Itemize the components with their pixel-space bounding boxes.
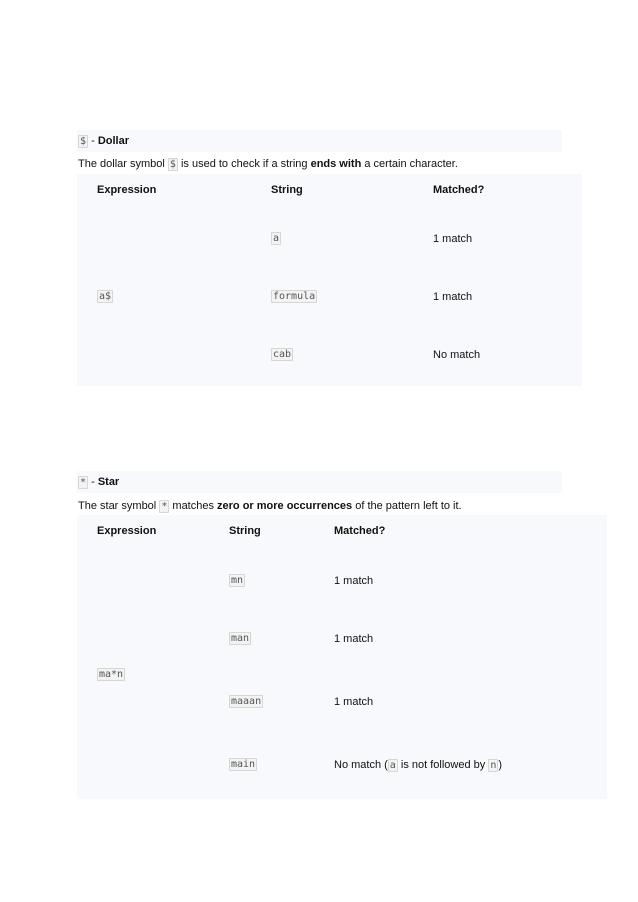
dollar-desc-text-3: a certain character. xyxy=(361,158,458,170)
dollar-col-string: String xyxy=(271,184,303,196)
dollar-desc-bold: ends with xyxy=(310,158,362,170)
dollar-desc-symbol: $ xyxy=(169,159,176,170)
star-row-1-string: mn xyxy=(231,575,244,586)
dollar-description xyxy=(78,158,458,170)
table-row xyxy=(229,758,257,770)
dollar-heading-title: Dollar xyxy=(97,135,129,147)
star-description xyxy=(78,500,462,512)
dollar-row-3-string: cab xyxy=(273,349,292,360)
star-row-4-matched-text-3: ) xyxy=(498,759,503,771)
dollar-col-matched: Matched? xyxy=(433,184,485,196)
dollar-row-1-string: a xyxy=(273,233,280,244)
star-heading xyxy=(78,476,119,488)
star-heading-title: Star xyxy=(97,476,120,488)
star-desc-symbol: * xyxy=(161,501,168,512)
star-heading-sep: - xyxy=(88,476,98,488)
dollar-heading-sep: - xyxy=(88,135,98,147)
star-row-3-string: maaan xyxy=(231,696,262,707)
star-col-matched: Matched? xyxy=(334,525,386,537)
star-desc-text-3: of the pattern left to it. xyxy=(352,500,462,512)
star-desc-text-2: matches xyxy=(169,500,218,512)
table-row xyxy=(229,695,263,707)
star-row-4-string: main xyxy=(231,759,256,770)
star-col-string: String xyxy=(229,525,261,537)
table-row xyxy=(271,232,281,244)
star-row-4-matched-code-2: n xyxy=(490,760,497,771)
star-expression: ma*n xyxy=(99,669,124,680)
star-row-1-matched: 1 match xyxy=(334,575,374,587)
dollar-desc-text-1: The dollar symbol xyxy=(78,158,168,170)
star-row-2-string: man xyxy=(231,633,250,644)
table-row xyxy=(229,574,245,586)
dollar-desc-text-2: is used to check if a string xyxy=(177,158,311,170)
star-row-3-matched: 1 match xyxy=(334,696,374,708)
dollar-expression-cell xyxy=(97,290,113,302)
star-desc-text-1: The star symbol xyxy=(78,500,160,512)
dollar-col-expression: Expression xyxy=(97,184,157,196)
star-expression-cell xyxy=(97,668,125,680)
table-row xyxy=(271,290,317,302)
dollar-row-2-string: formula xyxy=(273,291,316,302)
star-col-expression: Expression xyxy=(97,525,157,537)
dollar-heading-symbol: $ xyxy=(80,136,87,147)
dollar-heading-band xyxy=(77,130,562,152)
table-row xyxy=(229,632,251,644)
dollar-expression: a$ xyxy=(99,291,112,302)
star-heading-symbol: * xyxy=(80,477,87,488)
table-row xyxy=(271,348,293,360)
star-row-4-matched xyxy=(334,759,502,771)
dollar-heading xyxy=(78,135,129,147)
star-row-4-matched-text-2: is not followed by xyxy=(397,759,489,771)
dollar-row-1-matched: 1 match xyxy=(433,233,473,245)
dollar-row-2-matched: 1 match xyxy=(433,291,473,303)
star-row-4-matched-code-1: a xyxy=(389,760,396,771)
star-row-4-matched-text-1: No match ( xyxy=(334,759,388,771)
star-heading-band xyxy=(77,471,562,493)
dollar-row-3-matched: No match xyxy=(433,349,481,361)
dollar-table xyxy=(77,174,582,386)
star-desc-bold: zero or more occurrences xyxy=(217,500,353,512)
star-row-2-matched: 1 match xyxy=(334,633,374,645)
star-table xyxy=(77,515,607,799)
